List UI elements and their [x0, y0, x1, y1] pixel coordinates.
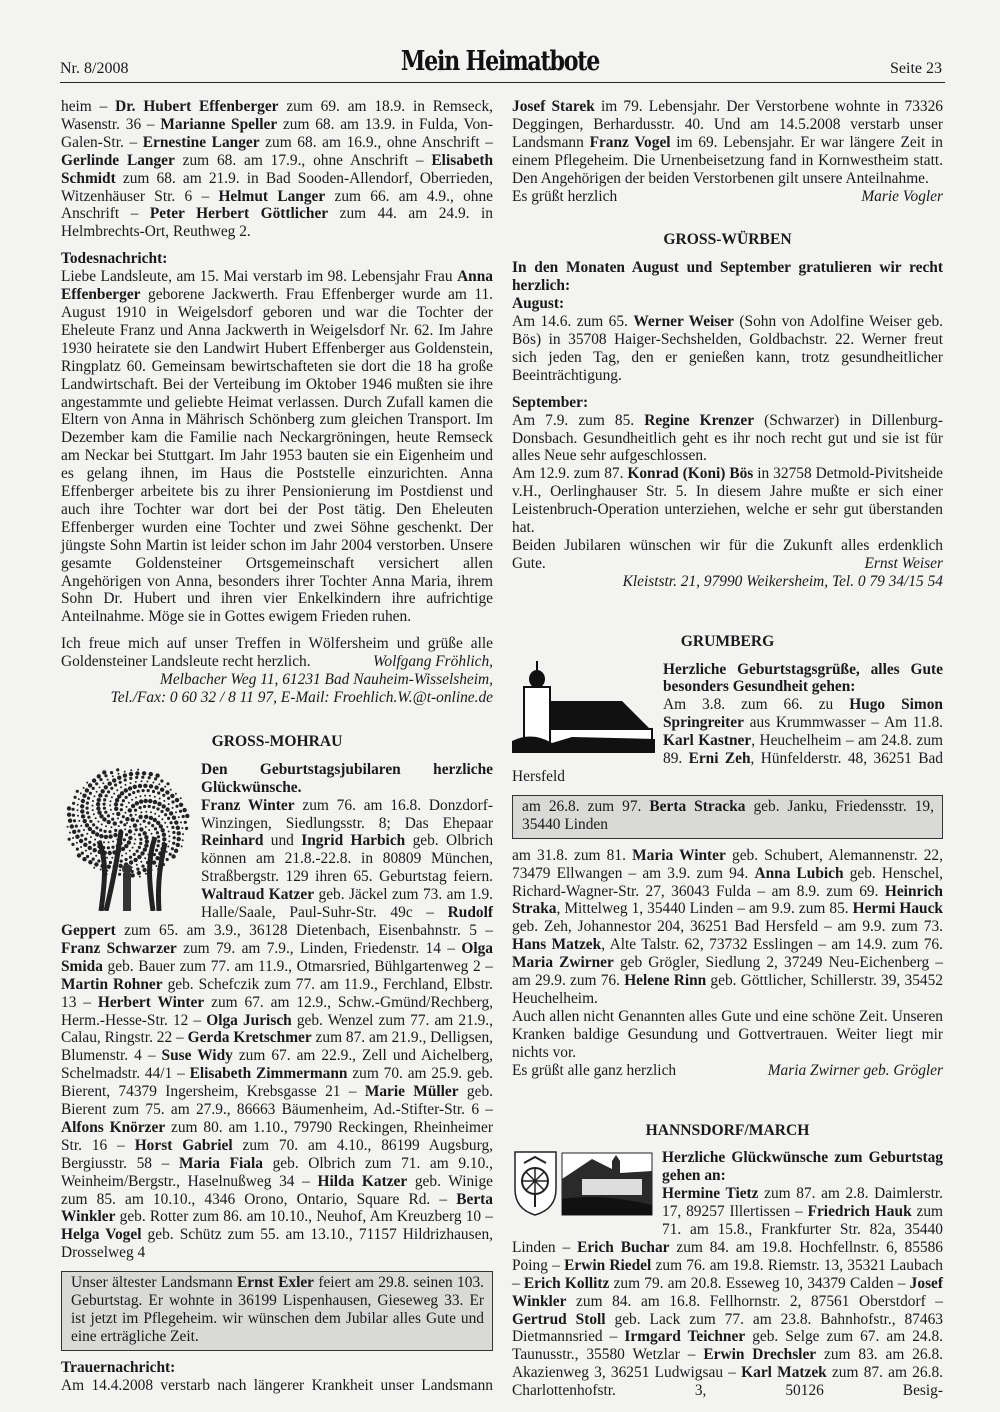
text-run: , Alte Talstr. 62, 73732 Esslingen – am 14.9. zum 76.: [601, 936, 943, 954]
text-run: im 69. Lebensjahr. Er war längere Zeit in einem Pflegeheim. Die Urnenbeisetzung fand in Kornwestheim statt. Den Angehörigen der beiden Verstorbenen gilt unsere Anteilnahme.: [512, 133, 943, 187]
text-run: Am 14.6. zum 65.: [512, 313, 634, 331]
paragraph: [512, 98, 943, 188]
person-name: Franz Winter: [201, 796, 295, 814]
text-run: (Sohn von Adolfine Weiser geb. Bös) in 35708 Haiger-Sechshelden, Goldbachstr. 22. Werner freut sich jeden Tag, den er genießen kann, trotz gesundheitlicher Beeinträchtigung.: [512, 313, 943, 384]
signature-address: Tel./Fax: 0 60 32 / 8 11 97, E-Mail: Froehlich.W.@t-online.de: [110, 689, 493, 706]
person-name: Werner Weiser: [633, 313, 734, 331]
person-name: Hugo Simon Springreiter: [663, 696, 943, 732]
text-run: zum 80. am 1.10., 79790 Reckingen, Rheinheimer Str. 16 –: [61, 1118, 493, 1154]
text-run: geb. Schefczik zum 77. am 11.9., Ferchland, Elbstr. 13 –: [61, 975, 493, 1011]
page-number: Seite 23: [890, 60, 942, 77]
text-run: Ich freue mich auf unser Treffen in Wölfersheim und grüße alle: [61, 635, 493, 653]
signature-address: Melbacher Weg 11, 61231 Bad Nauheim-Wisselsheim,: [160, 671, 493, 689]
church-illustration: [512, 661, 655, 758]
person-name: Franz Vogel: [589, 133, 671, 151]
person-name: Waltraud Katzer: [201, 886, 315, 904]
text-run: am 26.8. zum 97.: [522, 797, 650, 815]
person-name: Rudolf Geppert: [61, 904, 493, 939]
person-name: Suse Widy: [161, 1047, 233, 1065]
text-run: geb. Schubert, Alemannenstr. 22, 73479 Ellwangen – am 3.9. zum 94.: [512, 846, 943, 882]
highlight-box: [512, 795, 943, 839]
text-run: Unser ältester Landsmann: [71, 1274, 237, 1292]
person-name: Berta Stracka: [649, 797, 746, 815]
text-run: zum 66. am 4.9., ohne Anschrift –: [61, 187, 493, 223]
signature-line: [512, 188, 943, 206]
paragraph: [512, 412, 943, 466]
person-name: Anna Effenberger: [61, 268, 493, 304]
greeting: Gute.: [512, 554, 546, 572]
paragraph: [512, 313, 943, 385]
text-run: geb. Henschel, Richard-Wagner-Str. 27, 36043 Fulda – am 8.9. zum 69.: [512, 864, 944, 900]
person-name: Erni Zeh: [688, 750, 751, 768]
person-name: Ernst Exler: [237, 1274, 315, 1292]
person-name: Dr. Hubert Effenberger: [115, 98, 279, 115]
person-name: Erich Buchar: [577, 1238, 670, 1256]
text-run: zum 71. am 15.8., Frankfurter Str. 82a, 35440 Linden –: [512, 1203, 944, 1256]
person-name: Josef Winkler: [512, 1274, 944, 1310]
text-run: Auch allen nicht Genannten alles Gute und eine schöne Zeit. Unseren Kranken baldige Gesundung und Gottvertrauen. Weiter liegt mir nichts vor.: [512, 1007, 943, 1061]
text-run: zum 84. am 19.8. Hochfellnstr. 6, 85586 Poing –: [512, 1238, 943, 1274]
section-heading: GRUMBERG: [680, 632, 775, 650]
person-name: Karl Kastner: [663, 732, 752, 750]
person-name: Erwin Riedel: [564, 1256, 652, 1274]
person-name: Maria Winter: [632, 846, 726, 864]
person-name: Marianne Speller: [160, 115, 278, 133]
text-run: (Schwarzer) in Dillenburg-Donsbach. Gesundheitlich geht es ihr noch recht gut und sie ist für alles Neue sehr aufgeschlossen.: [512, 411, 943, 465]
person-name: Friedrich Hauk: [807, 1203, 912, 1221]
person-name: Erwin Drechsler: [703, 1346, 817, 1364]
person-name: Maria Zwirner: [512, 954, 614, 972]
person-name: Ernestine Langer: [142, 133, 260, 151]
person-name: Erich Kollitz: [523, 1274, 610, 1292]
paragraph: [512, 1008, 943, 1062]
text-run: zum 68. am 21.9. in Bad Sooden-Allendorf, Oberrieden, Witzenhäuser Str. 6 –: [61, 169, 493, 205]
signature-line: [61, 653, 493, 671]
crest-illustration: [512, 1149, 654, 1222]
person-name: Heinrich Straka: [512, 882, 943, 918]
text-run: geb. Olbrich zum 71. am 9.10., Weinheim/Bergstr., Haselnußweg 34 –: [61, 1154, 493, 1190]
paragraph: [512, 847, 943, 1008]
text-run: Am 12.9. zum 87.: [512, 465, 628, 483]
greeting: Es grüßt alle ganz herzlich: [512, 1061, 677, 1079]
person-name: Anna Lubich: [754, 864, 844, 882]
text-run: geb. Olbrich können am 21.8.-22.8. in 80809 München, Straßbergstr. 129 ihren 65. Geburtstag feiern.: [201, 832, 494, 886]
subheading: Todesnachricht:: [61, 250, 168, 268]
text-run: geborene Jackwerth. Frau Effenberger wurde am 11. August 1910 in Weigelsdorf geboren und war die Tochter der Eheleute Franz und Anna Jackwerth in Weigelsdorf Nr. 62. Im Jahre 1930 heiratete sie den Landwirt Hubert Effenberger aus Goldenstein, Ringplatz 60. Gemeinsam bewirtschafteten sie dort die 18 ha große Landwirtschaft. Bei der Verteibung im Oktober 1946 mußten sie ihre angestammte und geliebte Heimat verlassen. Durch Zufall kamen die Eltern von Anna in Mährisch Schönberg zum gleichen Transport. Im Dezember kam die Familie nach Neckargröningen, heute Remseck am Neckar bei Stuttgart. Im Jahr 1953 bauten sie ein Eigenheim und es gelang ihnen, im Haus die Poststelle einzurichten. Anna Effenberger arbeitete bis zu ihrer Pensionierung im Postdienst und auch ihre Tochter war dort bei der Post tätig. Den Eheleuten Effenberger wurden eine Tochter und zwei Söhne geschenkt. Der jüngste Sohn Martin ist leider schon im Jahr 2004 verstorben. Unsere gesamte Goldensteiner Ortsgemeinschaft versichert allen Angehörigen von Anna, besonders ihrer Tochter Anna Maria, ihrem Sohn Dr. Hubert und ihren vier Enkelkindern ihre aufrichtige Anteilnahme. Möge sie in Gottes ewigem Frieden ruhen.: [61, 286, 493, 626]
person-name: Konrad (Koni) Bös: [627, 465, 754, 483]
person-name: Regine Krenzer: [644, 411, 755, 429]
subheading: September:: [512, 393, 589, 411]
header-rule: [60, 82, 945, 83]
text-run: geb. Zeh, Johannestor 204, 36251 Bad Hersfeld – am 9.9. zum 73.: [512, 918, 943, 936]
text-run: zum 68. am 17.9., ohne Anschrift –: [174, 151, 432, 169]
text-run: zum 65. am 3.9., 36128 Dietenbach, Eisenbahnstr. 5 –: [115, 921, 493, 939]
text-run: zum 87. am 2.8. Daimlerstr. 17, 89257 Illertissen –: [662, 1185, 943, 1221]
person-name: Hans Matzek: [512, 936, 602, 954]
text-run: aus Krummwasser – Am 11.8.: [743, 714, 943, 732]
person-name: Franz Schwarzer: [61, 939, 177, 957]
text-run: geb. Schütz zum 55. am 13.10., 71157 Hildrizhausen, Drosselweg 4: [61, 1226, 493, 1262]
text-run: im 79. Lebensjahr. Der Verstorbene wohnte in 73326 Deggingen, Berhardusstr. 40. Und am 14.5.2008 verstarb unser Landsmann: [512, 98, 944, 151]
paragraph: [61, 635, 493, 653]
person-name: Ingrid Harbich: [301, 832, 406, 850]
text-run: zum 87. am 21.9., Delligsen, Blumenstr. 4 –: [61, 1029, 493, 1065]
text-run: geb. Wenzel zum 77. am 21.9., Calau, Ringstr. 22 –: [61, 1011, 494, 1047]
paragraph: [512, 537, 943, 555]
text-run: zum 44. am 24.9. in Helmbrechts-Ort, Reuthweg 2.: [61, 205, 493, 241]
section-heading: HANNSDORF/MARCH: [645, 1121, 810, 1139]
text-run: zum 67. am 12.9., Schw.-Gmünd/Rechberg, Herm.-Hesse-Str. 12 –: [61, 993, 493, 1029]
text-run: zum 68. am 13.9. in Fulda, Von-Galen-Str. –: [61, 115, 493, 151]
text-run: Am 3.8. zum 66. zu: [663, 696, 850, 714]
person-name: Gerda Kretschmer: [187, 1029, 312, 1047]
person-name: Marie Müller: [364, 1083, 459, 1101]
right-column: [512, 98, 943, 1400]
text-run: geb. Winige zum 85. am 10.10., 4346 Orono, Ontario, Square Rd. –: [61, 1172, 493, 1208]
person-name: Martin Rohner: [61, 975, 163, 993]
signature-address: Kleiststr. 21, 97990 Weikersheim, Tel. 0 79 34/15 54: [622, 572, 943, 590]
text-run: geb. Janku, Friedensstr. 19, 35440 Linden: [522, 797, 934, 833]
text-run: zum 79. am 20.8. Esseweg 10, 34379 Calden –: [609, 1274, 910, 1292]
lead-text: Herzliche Glückwünsche zum Geburtstag gehen an:: [662, 1149, 943, 1185]
paragraph: [61, 98, 493, 241]
text-run: geb. Bauer zum 77. am 11.9., Otmarsried, Bühlgartenweg 2 –: [102, 957, 493, 975]
person-name: Helmut Langer: [218, 187, 326, 205]
section-heading: GROSS-MOHRAU: [211, 732, 343, 750]
signature-name: Ernst Weiser: [864, 554, 943, 572]
text-run: Am 14.4.2008 verstarb nach längerer Krankheit unser Landsmann: [61, 1376, 493, 1394]
text-run: zum 67. am 22.9., Zell und Aichelberg, Schelmadstr. 44/1 –: [61, 1047, 493, 1083]
person-name: Berta Winkler: [61, 1190, 493, 1226]
tree-illustration: [61, 761, 193, 916]
text-run: in 32758 Detmold-Pivitsheide v.H., Oerlinghauser Str. 5. In diesem Jahre mußte er sich einer Leistenbruch-Operation unterziehen, welche er sehr gut überstanden hat.: [512, 465, 943, 537]
person-name: Reinhard: [201, 832, 264, 850]
paragraph: [61, 1377, 493, 1395]
text-run: geb. Lack zum 77. am 23.8. Bahnhofstr., 87463 Dietmannsried –: [512, 1310, 943, 1346]
person-name: Helene Rinn: [624, 972, 707, 990]
text-run: , Mittelweg 1, 35440 Linden – am 9.9. zum 85.: [556, 900, 853, 918]
person-name: Peter Herbert Göttlicher: [149, 205, 329, 223]
person-name: Alfons Knörzer: [61, 1118, 166, 1136]
text-run: und: [263, 832, 302, 850]
text-run: , Heuchelheim – am 24.8. zum 89.: [663, 732, 943, 768]
signature-name: Marie Vogler: [861, 187, 943, 205]
text-run: heim –: [61, 98, 116, 115]
person-name: Elisabeth Schmidt: [61, 151, 493, 187]
person-name: Karl Matzek: [741, 1364, 827, 1382]
signature-line: [512, 1062, 943, 1080]
lead-text: In den Monaten August und September gratulieren wir recht herzlich:: [512, 259, 943, 295]
text-run: Liebe Landsleute, am 15. Mai verstarb im 98. Lebensjahr Frau: [61, 268, 458, 286]
person-name: Irmgard Teichner: [624, 1328, 746, 1346]
subheading: August:: [512, 295, 565, 313]
greeting: Goldensteiner Landsleute recht herzlich.: [61, 653, 311, 671]
person-name: Gertrud Stoll: [512, 1310, 606, 1328]
text-run: zum 87. am 26.8. Charlottenhofstr. 3, 50126 Besig-: [512, 1364, 943, 1400]
lead-text: Herzliche Geburtstagsgrüße, alles Gute besonders Gesundheit gehen:: [663, 660, 943, 696]
person-name: Olga Jurisch: [206, 1011, 292, 1029]
section-heading: GROSS-WÜRBEN: [663, 231, 792, 249]
highlight-box: [61, 1271, 493, 1351]
text-run: zum 76. am 19.8. Riemstr. 13, 35321 Laubach –: [512, 1256, 943, 1292]
paragraph: [61, 268, 493, 626]
lead-text: Den Geburtstagsjubilaren herzliche Glückwünsche.: [201, 760, 493, 796]
text-run: zum 68. am 16.9., ohne Anschrift –: [259, 133, 493, 151]
text-run: zum 69. am 18.9. in Remseck, Wasenstr. 36 –: [61, 98, 493, 133]
text-run: feiert am 29.8. seinen 103. Geburtstag. Er wohnte in 36199 Lispenhausen, Gieseweg 33. Er ist jetzt im Pflegeheim. wir wünschen dem Jubilar alles Gute und eine erträgliche Zeit.: [71, 1274, 484, 1345]
person-name: Gerlinde Langer: [61, 151, 175, 169]
person-name: Elisabeth Zimmermann: [189, 1065, 348, 1083]
text-run: am 31.8. zum 81.: [512, 846, 633, 864]
text-run: geb. Jäckel zum 73. am 1.9. Halle/Saale, Paul-Suhr-Str. 49c –: [201, 886, 494, 922]
person-name: Hermine Tietz: [662, 1185, 759, 1203]
paragraph: [512, 465, 943, 537]
text-run: geb. Rotter zum 86. am 10.10., Neuhof, Am Kreuzberg 10 –: [115, 1208, 493, 1226]
left-column: [61, 98, 493, 1395]
person-name: Helga Vogel: [61, 1226, 142, 1244]
person-name: Herbert Winter: [97, 993, 205, 1011]
masthead-logo: Mein Heimatbote: [400, 46, 600, 77]
text-run: , Hünfelderstr. 48, 36251 Bad Hersfeld: [512, 750, 943, 785]
signature-line: [512, 555, 943, 573]
person-name: Olga Smida: [61, 939, 493, 975]
signature-name: Wolfgang Fröhlich,: [373, 653, 493, 671]
person-name: Maria Fiala: [178, 1154, 263, 1172]
text-run: geb. Bierent zum 75. am 27.9., 86663 Bäumenheim, Ad.-Stifter-Str. 6 –: [61, 1083, 493, 1119]
text-run: Beiden Jubilaren wünschen wir für die Zukunft alles erdenklich: [512, 536, 943, 554]
person-name: Josef Starek: [512, 98, 595, 115]
text-run: geb. Selge zum 67. am 24.8. Taunusstr., 35580 Wetzlar –: [512, 1328, 943, 1364]
signature-name: Maria Zwirner geb. Grögler: [767, 1061, 943, 1079]
text-run: Am 7.9. zum 85.: [512, 411, 645, 429]
person-name: Horst Gabriel: [134, 1136, 233, 1154]
issue-number: Nr. 8/2008: [60, 60, 129, 77]
text-run: zum 70. am 4.10., 86199 Augsburg, Bergiusstr. 58 –: [61, 1136, 494, 1172]
text-run: geb Grögler, Siedlung 2, 37249 Neu-Eichenberg – am 29.9. zum 76.: [512, 954, 943, 990]
greeting: Es grüßt herzlich: [512, 187, 618, 205]
text-run: zum 76. am 16.8. Donzdorf-Winzingen, Siedlungsstr. 8; Das Ehepaar: [201, 796, 493, 832]
person-name: Hilda Katzer: [317, 1172, 408, 1190]
person-name: Hermi Hauck: [852, 900, 943, 918]
text-run: zum 79. am 7.9., Linden, Friedenstr. 14 –: [176, 939, 462, 957]
text-run: geb. Göttlicher, Schillerstr. 39, 35452 Heuchelheim.: [512, 972, 943, 1007]
subheading: Trauernachricht:: [61, 1358, 176, 1376]
text-run: zum 84. am 16.8. Fellhornstr. 2, 87561 Oberstdorf –: [566, 1292, 943, 1310]
text-run: zum 70. am 25.9. geb. Bierent, 74379 Ingersheim, Krebsgasse 21 –: [61, 1065, 493, 1101]
text-run: zum 83. am 26.8. Akazienweg 3, 36251 Ludwigsau –: [512, 1346, 943, 1382]
